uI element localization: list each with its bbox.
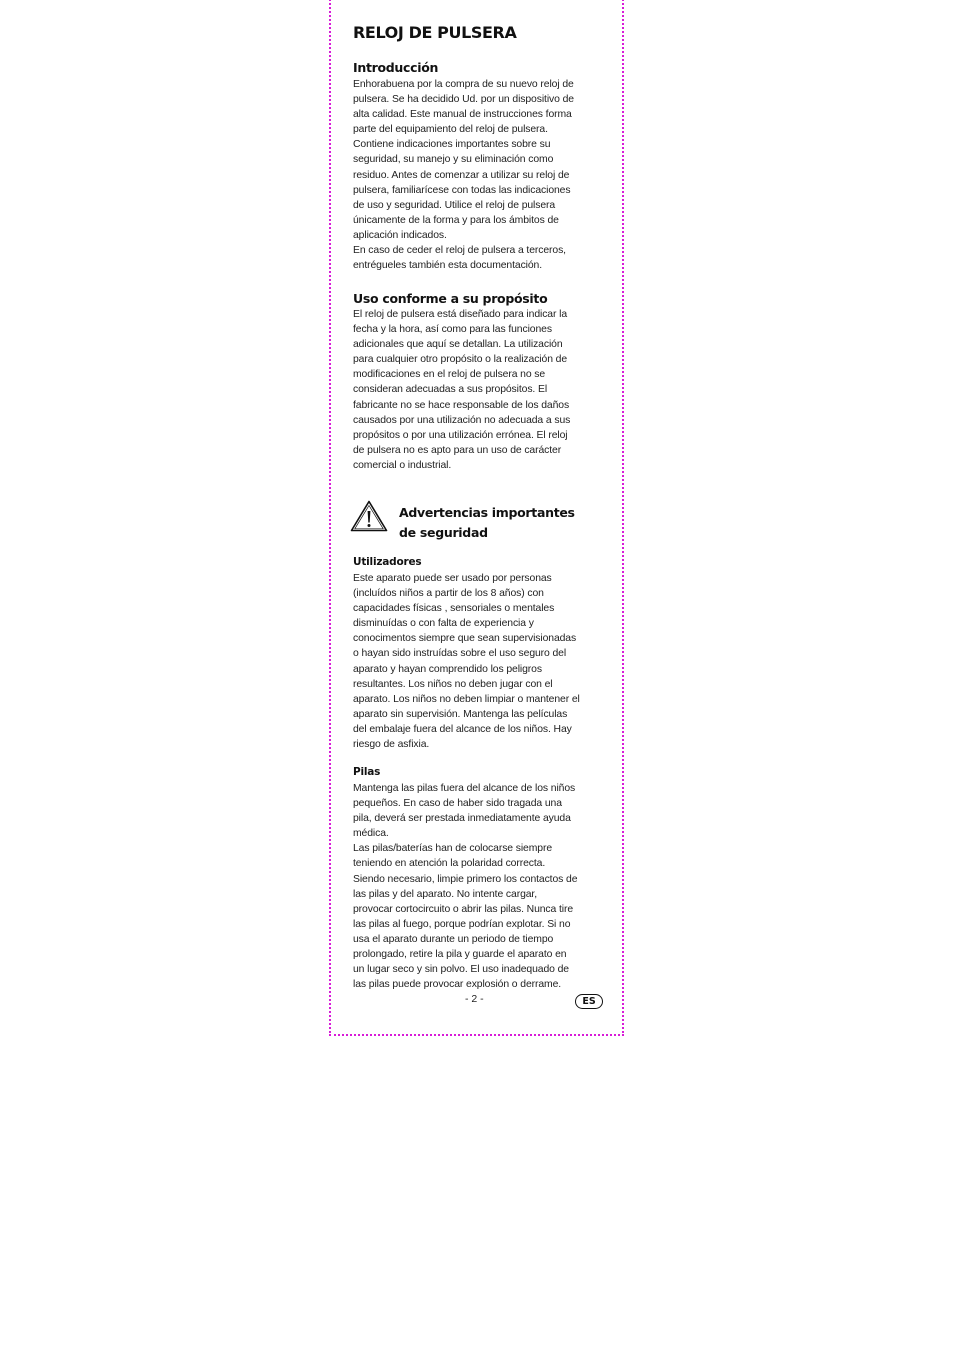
language-badge: ES bbox=[575, 994, 603, 1009]
subsection-body-utilizadores: Este aparato puede ser usado por personas (incluídos niños a partir de los 8 años) con capacidades físicas , sensoriales o mentales disminuídas o con falta de experiencia y conocimentos siempre que sean supervisionadas o hayan sido instruídas sobre el uso seguro del aparato y hayan comprendido los peligros resultantes. Los niños no deben jugar con el aparato. Los niños no deben limpiar o mantener el aparato sin supervisión. Mantenga las películas del embalaje fuera del alcance de los niños. Hay riesgo de asfixia. bbox=[353, 573, 580, 751]
warning-heading: Advertencias importantes de seguridad bbox=[399, 505, 575, 540]
page-number: - 2 - bbox=[465, 993, 484, 1005]
subsection-body-pilas: Mantenga las pilas fuera del alcance de los niños pequeños. En caso de haber sido tragada una pila, deverá ser prestada inmediatamente ayuda médica. Las pilas/baterías han de colocarse siempre teniendo en atención la polaridad correcta. Siendo necesario, limpie primero los contactos de las pilas y del aparato. No intente cargar, provocar cortocircuito o abrir las pilas. Nunca tire las pilas al fuego, porque podrían explotar. Si no usa el aparato durante un periodo de tiempo prolongado, retire la pila y guarde el aparato en un lugar seco y sin polvo. El uso inadequado de las pilas puede provocar explosión o derrame. bbox=[353, 783, 578, 991]
subsection-heading-utilizadores: Utilizadores bbox=[353, 556, 422, 568]
section-body-uso-conforme: El reloj de pulsera está diseñado para indicar la fecha y la hora, así como para las funciones adicionales que aquí se detallan. La utilización para cualquier otro propósito o la realización de modificaciones en el reloj de pulsera no se consideran adecuadas a sus propósitos. El fabricante no se hace responsable de los daños causados por una utilización no adecuada a sus propósitos o por una utilización errónea. El reloj de pulsera no es apto para un uso de carácter comercial o industrial. bbox=[353, 309, 571, 471]
warning-triangle-icon bbox=[350, 500, 388, 532]
section-heading-uso-conforme: Uso conforme a su propósito bbox=[353, 291, 548, 306]
subsection-heading-pilas: Pilas bbox=[353, 766, 381, 778]
section-heading-introduccion: Introducción bbox=[353, 60, 439, 75]
page-title: RELOJ DE PULSERA bbox=[353, 23, 517, 42]
document-page bbox=[329, 0, 624, 1036]
section-body-introduccion: Enhorabuena por la compra de su nuevo reloj de pulsera. Se ha decidido Ud. por un dispositivo de alta calidad. Este manual de instrucciones forma parte del equipamiento del reloj de pulsera. Contiene indicaciones importantes sobre su seguridad, su manejo y su eliminación como residuo. Antes de comenzar a utilizar su reloj de pulsera, familiarícese con todas las indicaciones de uso y seguridad. Utilice el reloj de pulsera únicamente de la forma y para los ámbitos de aplicación indicados. En caso de ceder el reloj de pulsera a terceros, entrégueles también esta documentación. bbox=[353, 79, 574, 272]
